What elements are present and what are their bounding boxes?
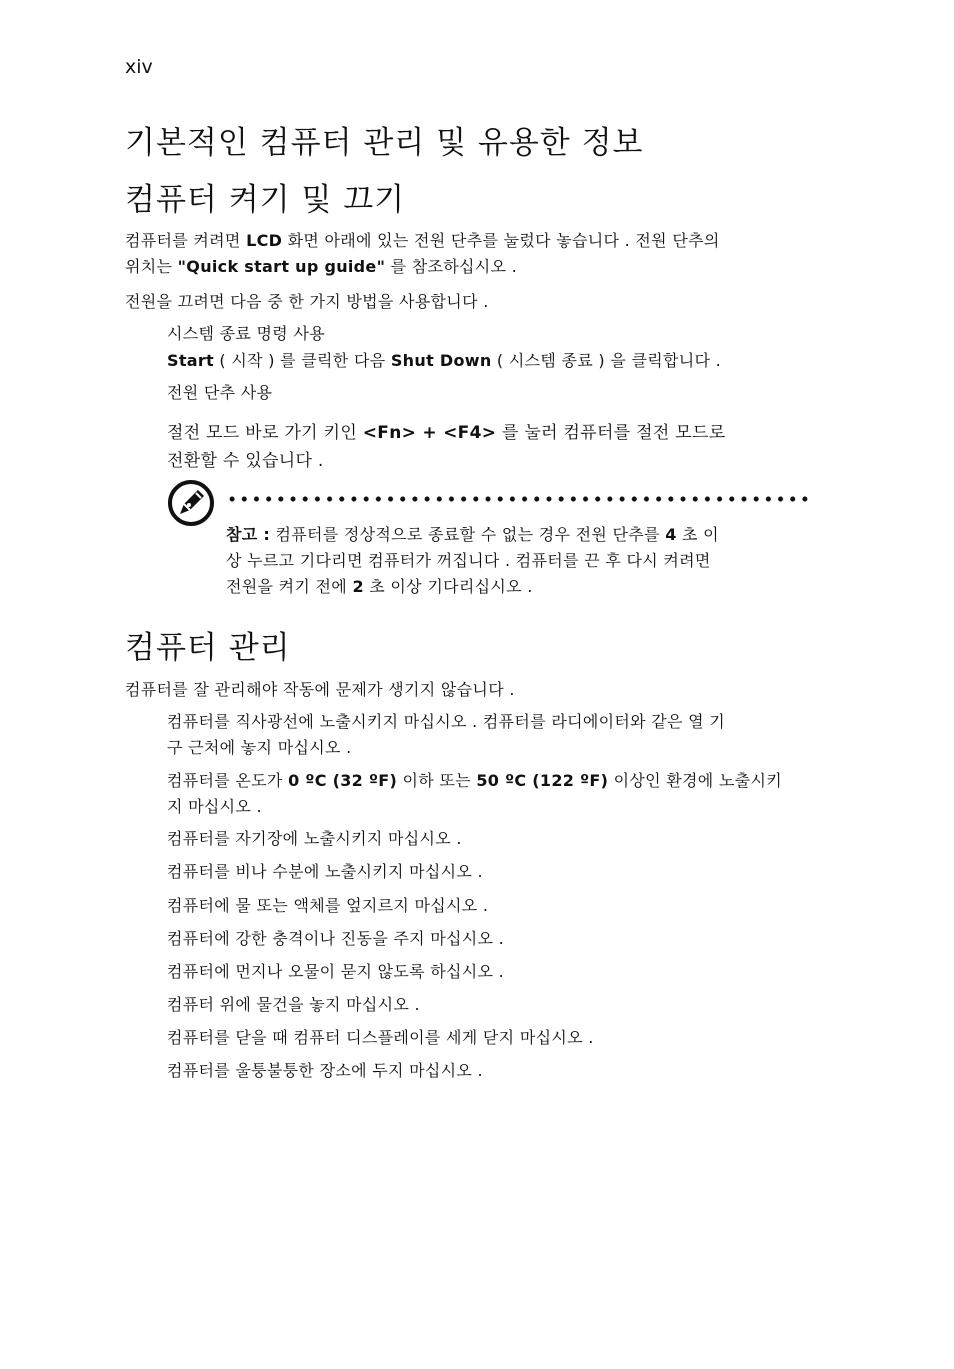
note-divider bbox=[226, 496, 810, 502]
method-shutdown-text: Start ( 시작 ) 를 클릭한 다음 Shut Down ( 시스템 종료 ) 을 클릭합니다 . bbox=[167, 351, 722, 370]
care-item-temperature: 컴퓨터를 온도가 0 ºC (32 ºF) 이하 또는 50 ºC (122 ºF) 이상인 환경에 노출시키 지 마십시오 . bbox=[167, 771, 782, 816]
care-item: 컴퓨터를 닫을 때 컴퓨터 디스플레이를 세게 닫지 마십시오 . bbox=[167, 1028, 594, 1047]
care-item-sunlight: 컴퓨터를 직사광선에 노출시키지 마십시오 . 컴퓨터를 라디에이터와 같은 열 기 구 근처에 놓지 마십시오 . bbox=[167, 712, 726, 757]
method-shutdown-title: 시스템 종료 명령 사용 bbox=[167, 324, 325, 343]
method-sleep-text: 절전 모드 바로 가기 키인 <Fn> + <F4> 를 눌러 컴퓨터를 절전 모드로 전환할 수 있습니다 . bbox=[167, 423, 726, 471]
section-title-care: 컴퓨터 관리 bbox=[125, 630, 291, 666]
page-number: xiv bbox=[125, 56, 153, 78]
power-on-paragraph: 컴퓨터를 켜려면 LCD 화면 아래에 있는 전원 단추를 눌렀다 놓습니다 . 전원 단추의 위치는 "Quick start up guide" 를 참조하십시오 . bbox=[125, 231, 720, 276]
care-item: 컴퓨터에 강한 충격이나 진동을 주지 마십시오 . bbox=[167, 929, 505, 948]
care-item: 컴퓨터에 물 또는 액체를 엎지르지 마십시오 . bbox=[167, 896, 489, 915]
care-item: 컴퓨터에 먼지나 오물이 묻지 않도록 하십시오 . bbox=[167, 962, 505, 981]
note-pen-icon bbox=[167, 479, 215, 527]
method-power-button-title: 전원 단추 사용 bbox=[167, 383, 273, 402]
note-box: 참고 : 컴퓨터를 정상적으로 종료할 수 없는 경우 전원 단추를 4 초 이 상 누르고 기다리면 컴퓨터가 꺼집니다 . 컴퓨터를 끈 후 다시 켜려면 전원을 켜기 전에 2 초 이상 기다리십시오 . bbox=[226, 525, 719, 596]
care-item: 컴퓨터를 자기장에 노출시키지 마십시오 . bbox=[167, 829, 462, 848]
power-off-intro: 전원을 끄려면 다음 중 한 가지 방법을 사용합니다 . bbox=[125, 292, 489, 311]
care-item: 컴퓨터를 비나 수분에 노출시키지 마십시오 . bbox=[167, 862, 483, 881]
care-item: 컴퓨터 위에 물건을 놓지 마십시오 . bbox=[167, 995, 420, 1014]
care-item: 컴퓨터를 울퉁불퉁한 장소에 두지 마십시오 . bbox=[167, 1061, 483, 1080]
page-title: 기본적인 컴퓨터 관리 및 유용한 정보 bbox=[125, 125, 644, 161]
section-title-power: 컴퓨터 켜기 및 끄기 bbox=[125, 182, 406, 218]
care-intro: 컴퓨터를 잘 관리해야 작동에 문제가 생기지 않습니다 . bbox=[125, 680, 515, 699]
